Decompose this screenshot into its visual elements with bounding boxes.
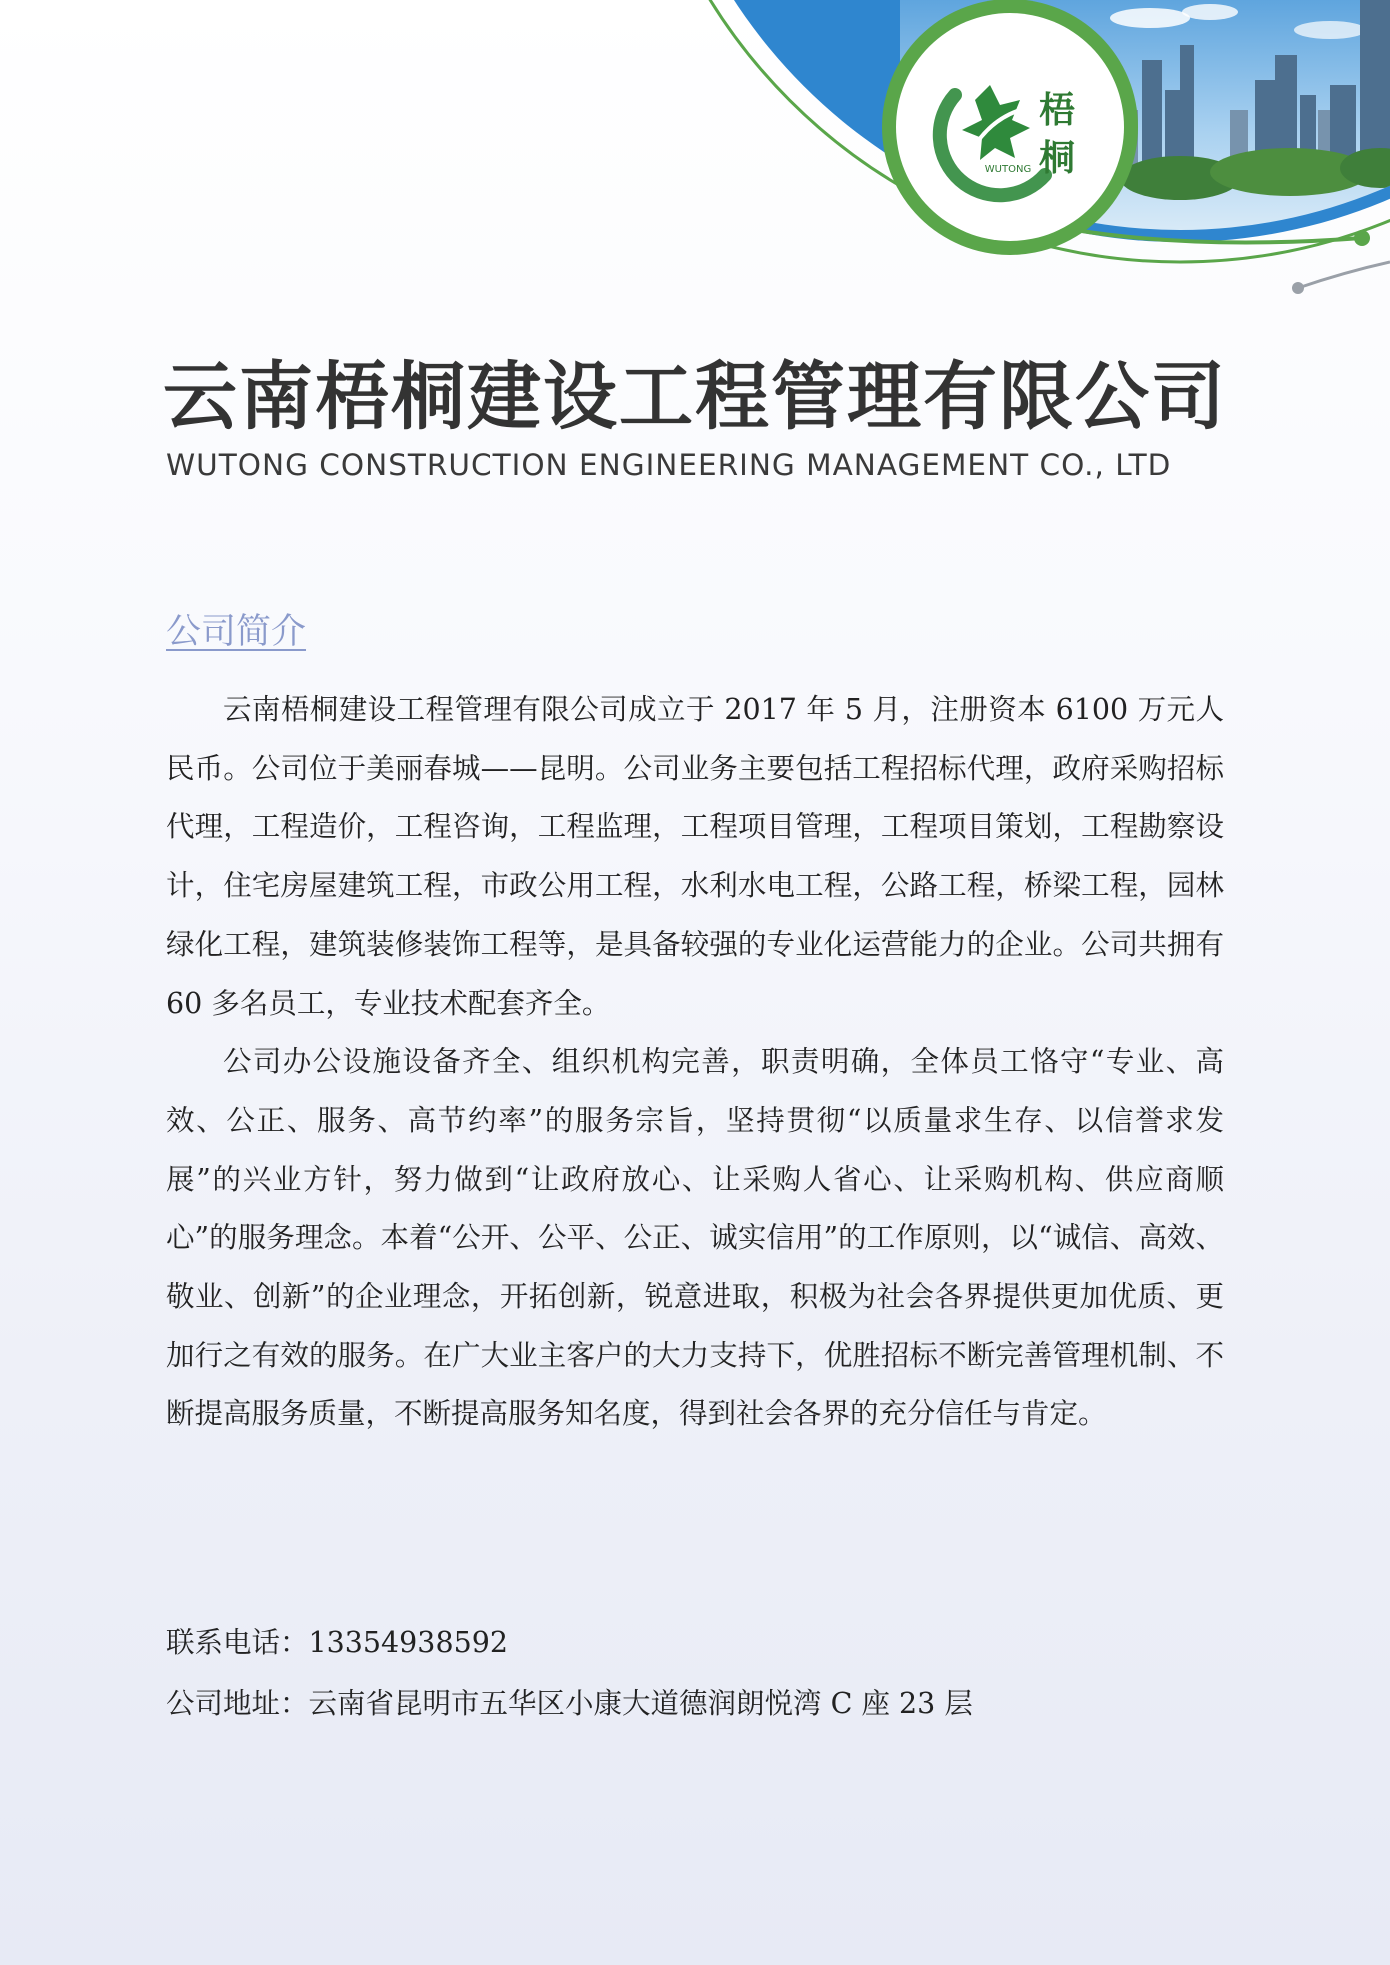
address-value: 云南省昆明市五华区小康大道德润朗悦湾 C 座 23 层 (308, 1687, 973, 1720)
contact-phone-line (166, 1612, 1266, 1673)
logo-en-text: WUTONG (984, 164, 1032, 175)
contact-address-line (166, 1673, 1266, 1734)
logo-char-2: 桐 (1038, 137, 1076, 179)
company-title-en: WUTONG CONSTRUCTION ENGINEERING MANAGEMENT CO., LTD (166, 448, 1172, 482)
company-profile-body (166, 681, 1224, 1444)
company-logo (882, 0, 1138, 255)
section-heading-company-profile: 公司简介 (166, 612, 307, 652)
phone-number: 13354938592 (308, 1626, 508, 1659)
company-title-cn: 云南梧桐建设工程管理有限公司 (163, 354, 1227, 440)
address-label: 公司地址： (166, 1687, 309, 1720)
phone-label: 联系电话： (166, 1626, 309, 1659)
profile-paragraph-1: 云南梧桐建设工程管理有限公司成立于 2017 年 5 月，注册资本 6100 万元人民币。公司位于美丽春城——昆明。公司业务主要包括工程招标代理，政府采购招标代理，工程造价，工程咨询，工程监理，工程项目管理，工程项目策划，工程勘察设计，住宅房屋建筑工程，市政公用工程，水利水电工程，公路工程，桥梁工程，园林绿化工程，建筑装修装饰工程等，是具备较强的专业化运营能力的企业。公司共拥有 60 多名员工，专业技术配套齐全。 (166, 693, 1224, 1020)
header-graphic (0, 0, 1390, 320)
logo-char-1: 梧 (1038, 89, 1076, 131)
profile-paragraph-2: 公司办公设施设备齐全、组织机构完善，职责明确，全体员工恪守“专业、高效、公正、服务、高节约率”的服务宗旨，坚持贯彻“以质量求生存、以信誉求发展”的兴业方针，努力做到“让政府放心、让采购人省心、让采购机构、供应商顺心”的服务理念。本着“公开、公平、公正、诚实信用”的工作原则，以“诚信、高效、敬业、创新”的企业理念，开拓创新，锐意进取，积极为社会各界提供更加优质、更加行之有效的服务。在广大业主客户的大力支持下，优胜招标不断完善管理机制、不断提高服务质量，不断提高服务知名度，得到社会各界的充分信任与肯定。 (166, 1045, 1224, 1431)
contact-info (166, 1612, 1266, 1734)
